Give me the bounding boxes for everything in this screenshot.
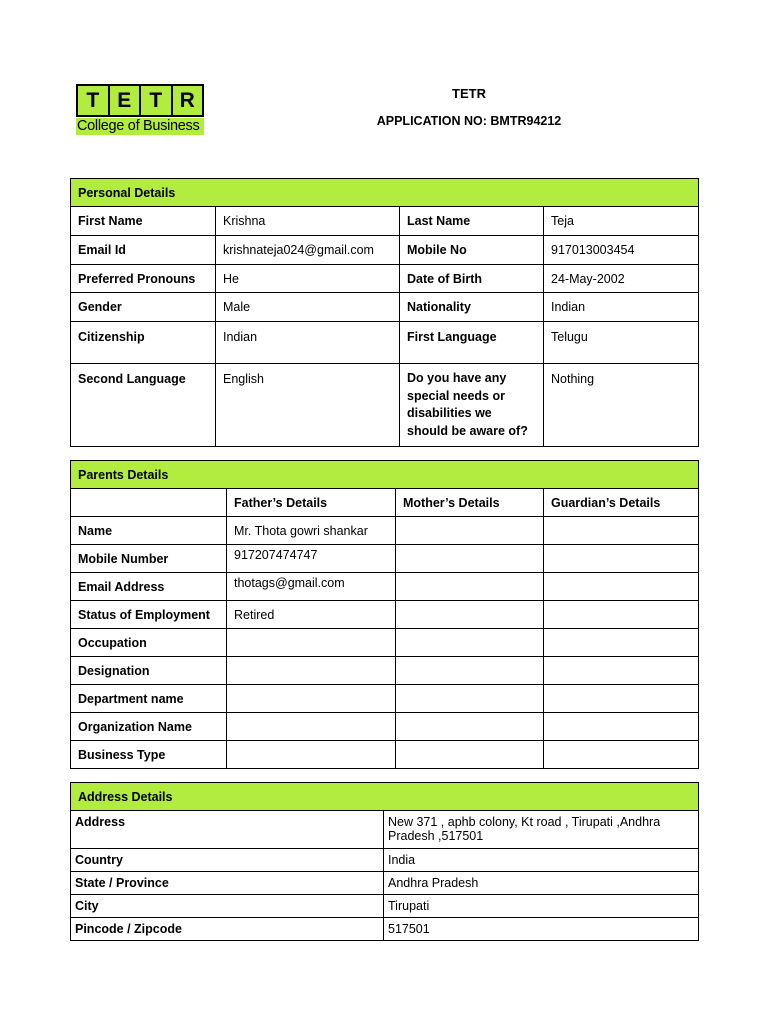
table-row [71,741,699,769]
field-value: 517501 [384,918,699,941]
column-header-mother: Mother’s Details [396,489,544,517]
table-row [71,657,699,685]
field-label: Date of Birth [400,265,544,293]
guardian-value [544,517,699,545]
table-row [71,517,699,545]
field-label: Name [71,517,227,545]
field-value: India [384,849,699,872]
table-row [71,364,699,447]
mother-value [396,545,544,573]
address-details-table [70,782,699,941]
field-label: State / Province [71,872,384,895]
column-header-father: Father’s Details [227,489,396,517]
guardian-value [544,657,699,685]
column-header-guardian: Guardian’s Details [544,489,699,517]
field-value: He [216,265,400,293]
father-value: Retired [227,601,396,629]
field-label: Second Language [71,364,216,447]
field-label: Nationality [400,293,544,322]
mother-value [396,713,544,741]
field-label: Email Address [71,573,227,601]
field-label: First Name [71,207,216,236]
table-header-row [71,489,699,517]
father-value: thotags@gmail.com [227,573,396,601]
field-label: Citizenship [71,322,216,364]
field-value: Indian [216,322,400,364]
field-value: 24-May-2002 [544,265,699,293]
table-row [71,895,699,918]
field-label: Status of Employment [71,601,227,629]
guardian-value [544,573,699,601]
guardian-value [544,741,699,769]
field-label: Gender [71,293,216,322]
father-value [227,629,396,657]
column-header [71,489,227,517]
father-value [227,713,396,741]
table-row [71,811,699,849]
logo-letter: R [179,88,195,112]
field-label: Business Type [71,741,227,769]
field-value: Telugu [544,322,699,364]
guardian-value [544,601,699,629]
father-value [227,741,396,769]
field-label: Designation [71,657,227,685]
field-value: New 371 , aphb colony, Kt road , Tirupati ,Andhra Pradesh ,517501 [384,811,699,849]
field-label: Organization Name [71,713,227,741]
logo-letter: T [141,86,173,115]
personal-details-table [70,178,699,447]
mother-value [396,741,544,769]
field-value: Andhra Pradesh [384,872,699,895]
field-value: English [216,364,400,447]
field-value: krishnateja024@gmail.com [216,236,400,265]
field-label: Department name [71,685,227,713]
table-row [71,849,699,872]
tetr-logo [76,84,204,135]
field-label: Pincode / Zipcode [71,918,384,941]
guardian-value [544,545,699,573]
parents-details-heading: Parents Details [71,461,699,489]
field-label: Occupation [71,629,227,657]
table-row [71,545,699,573]
document-title: TETR [452,86,486,101]
logo-letter: T [78,86,110,115]
guardian-value [544,713,699,741]
table-row [71,685,699,713]
father-value [227,657,396,685]
mother-value [396,657,544,685]
field-value: Indian [544,293,699,322]
field-label: First Language [400,322,544,364]
field-value: Nothing [544,364,699,447]
field-value: Krishna [216,207,400,236]
table-row [71,629,699,657]
field-label: City [71,895,384,918]
field-value: Teja [544,207,699,236]
guardian-value [544,629,699,657]
field-label: Email Id [71,236,216,265]
field-label: Preferred Pronouns [71,265,216,293]
field-label: Mobile No [400,236,544,265]
field-value: Male [216,293,400,322]
application-number: APPLICATION NO: BMTR94212 [376,114,562,128]
field-label: Last Name [400,207,544,236]
table-row [71,573,699,601]
table-row [71,713,699,741]
mother-value [396,685,544,713]
field-value: Tirupati [384,895,699,918]
field-value: 917013003454 [544,236,699,265]
guardian-value [544,685,699,713]
personal-details-heading: Personal Details [71,179,699,207]
father-value [227,685,396,713]
mother-value [396,601,544,629]
table-row [71,293,699,322]
special-needs-question: Do you have any special needs or disabilities we should be aware of? [400,364,544,447]
table-row [71,207,699,236]
table-row [71,872,699,895]
table-row [71,601,699,629]
mother-value [396,517,544,545]
parents-details-table [70,460,699,769]
table-row [71,265,699,293]
father-value: Mr. Thota gowri shankar [227,517,396,545]
logo-letter-boxes [76,84,204,117]
mother-value [396,573,544,601]
table-row [71,918,699,941]
logo-subtitle: College of Business [76,118,204,135]
field-label: Mobile Number [71,545,227,573]
logo-letter: E [110,86,142,115]
father-value: 917207474747 [227,545,396,573]
field-label: Address [71,811,384,849]
mother-value [396,629,544,657]
table-row [71,322,699,364]
address-details-heading: Address Details [71,783,699,811]
field-label: Country [71,849,384,872]
table-row [71,236,699,265]
